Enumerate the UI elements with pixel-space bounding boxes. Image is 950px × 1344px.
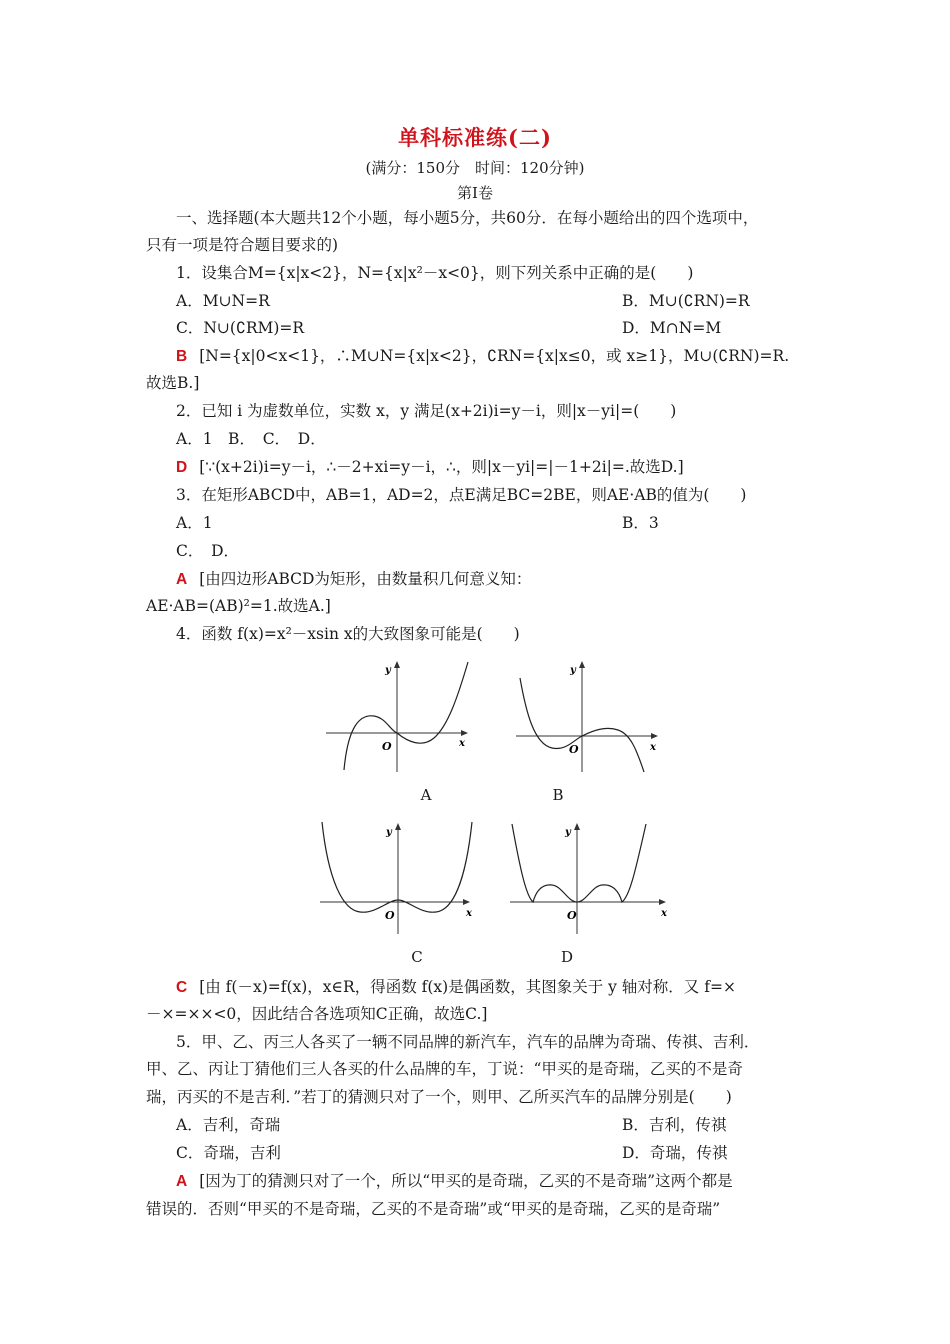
graph-d-origin: O [567, 909, 577, 922]
graph-c-origin: O [385, 909, 395, 922]
graph-a-x-label: x [459, 738, 465, 749]
graph-c-y-label: y [386, 827, 392, 838]
q5-options-row1 [176, 1114, 820, 1136]
q5-option-c: C．奇瑞，吉利 [176, 1144, 281, 1162]
q1-option-b: B．M∪(∁RN)=R [622, 292, 750, 310]
q3-answer: A [176, 571, 188, 588]
q5-stem-line2: 甲、乙、丙让丁猜他们三人各买的什么品牌的车，丁说：“甲买的是奇瑞，乙买的不是奇 [146, 1060, 743, 1078]
q1-option-d: D．M∩N=M [622, 319, 722, 337]
graph-a-y-label: y [385, 665, 391, 676]
graph-b-caption: B [552, 786, 564, 804]
graph-a-origin: O [382, 740, 392, 753]
graph-b-origin: O [569, 743, 579, 756]
graph-c-caption: C [411, 948, 423, 966]
q1-solution-text: [N={x|0<x<1}，∴M∪N={x|x<2}，∁RN={x|x≤0，或 x≥1}，M∪(∁RN)=R. [199, 347, 790, 365]
page-title: 单科标准练(二) [398, 125, 552, 150]
q1-options-row1 [176, 290, 820, 312]
graph-a-caption: A [420, 786, 432, 804]
section-intro-line1: 一、选择题(本大题共12个小题，每小题5分，共60分．在每小题给出的四个选项中， [176, 209, 759, 227]
q5-solution-line2: 错误的．否则“甲买的不是奇瑞，乙买的不是奇瑞”或“甲买的是奇瑞，乙买的是奇瑞” [146, 1200, 721, 1218]
q5-stem-line1: 5．甲、乙、丙三人各买了一辆不同品牌的新汽车，汽车的品牌为奇瑞、传祺、吉利． [176, 1033, 760, 1051]
graph-b-x-label: x [650, 742, 656, 753]
graph-c-x-label: x [466, 908, 472, 919]
q5-solution-line1 [176, 1170, 820, 1193]
volume-label: 第Ⅰ卷 [457, 184, 493, 202]
q4-solution-line1 [176, 976, 820, 999]
q5-option-b: B．吉利，传祺 [622, 1116, 727, 1134]
q2-options: A．1 B． C． D． [176, 430, 326, 448]
section-intro-line2: 只有一项是符合题目要求的) [146, 236, 339, 254]
q2-stem: 2．已知 i 为虚数单位，实数 x，y 满足(x+2i)i=y－i，则|x－yi|=( ) [176, 402, 677, 420]
q1-options-row2 [176, 317, 820, 339]
q3-solution-line2: AE·AB=(AB)²=1.故选A.] [146, 597, 331, 615]
q3-options-row2: C． D． [176, 542, 240, 560]
graph-a [322, 656, 472, 776]
q2-solution-text: [∵(x+2i)i=y－i，∴－2+xi=y－i，∴，则|x－yi|=|－1+2i|=.故选D.] [199, 458, 684, 476]
q1-solution-line2: 故选B.] [146, 374, 200, 392]
graph-b-y-label: y [570, 665, 576, 676]
q4-solution-line2: －×=××<0，因此结合各选项知C正确，故选C.] [146, 1005, 488, 1023]
graph-d-y-label: y [565, 827, 571, 838]
q4-stem: 4．函数 f(x)=x²－xsin x的大致图象可能是( ) [176, 625, 520, 643]
score-time-info: (满分：150分 时间：120分钟) [365, 159, 585, 177]
graph-b [512, 656, 662, 776]
q3-option-a: A．1 [176, 514, 213, 532]
q3-solution-line1 [176, 568, 820, 591]
q5-options-row2 [176, 1142, 820, 1164]
q3-options-row1 [176, 512, 820, 534]
q1-solution-line1 [176, 345, 820, 368]
q5-option-d: D．奇瑞，传祺 [622, 1144, 728, 1162]
graph-d [506, 818, 672, 936]
graph-c [316, 818, 476, 936]
q5-solution-text: [因为丁的猜测只对了一个，所以“甲买的是奇瑞，乙买的不是奇瑞”这两个都是 [199, 1172, 733, 1190]
graph-d-x-label: x [661, 908, 667, 919]
q3-option-b: B．3 [622, 514, 659, 532]
q3-stem: 3．在矩形ABCD中，AB=1，AD=2，点E满足BC=2BE，则AE·AB的值为( ) [176, 486, 747, 504]
q1-answer: B [176, 348, 188, 365]
q4-solution-text: [由 f(－x)=f(x)，x∈R，得函数 f(x)是偶函数，其图象关于 y 轴对称．又 f=× [199, 978, 736, 996]
q1-option-a: A．M∪N=R [176, 292, 270, 310]
q2-solution [176, 456, 820, 479]
graph-d-caption: D [560, 948, 574, 966]
q1-stem: 1．设集合M={x|x<2}，N={x|x²－x<0}，则下列关系中正确的是( ) [176, 264, 694, 282]
q5-stem-line3: 瑞，丙买的不是吉利．”若丁的猜测只对了一个，则甲、乙所买汽车的品牌分别是( ) [146, 1088, 732, 1106]
q5-answer: A [176, 1173, 188, 1190]
q2-answer: D [176, 459, 188, 476]
q5-option-a: A．吉利，奇瑞 [176, 1116, 281, 1134]
q1-option-c: C．N∪(∁RM)=R [176, 319, 305, 337]
q3-solution-text: [由四边形ABCD为矩形，由数量积几何意义知： [199, 570, 532, 588]
q4-answer: C [176, 979, 188, 996]
